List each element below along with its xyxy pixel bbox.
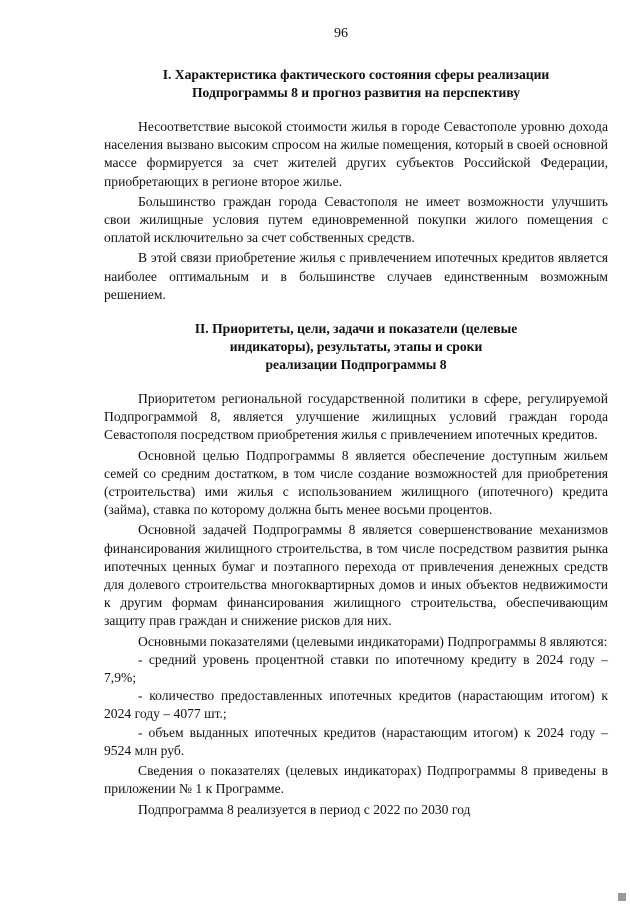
indicator-item: - количество предоставленных ипотечных кредитов (нарастающим итогом) к 2024 году – 4077 шт.; <box>104 688 608 722</box>
section1-paragraph: В этой связи приобретение жилья с привлечением ипотечных кредитов является наиболее оптимальным и в большинстве случаев единственным возможным решением. <box>104 250 608 302</box>
section2-paragraph: Основными показателями (целевыми индикаторами) Подпрограммы 8 являются: <box>138 633 608 649</box>
section2-paragraph: Приоритетом региональной государственной политики в сфере, регулируемой Подпрограммой 8, является улучшение жилищных условий граждан города Севастополя посредством приобретения жилья с привлечением ипотечных кредитов. <box>104 391 608 443</box>
section2-title-line1: II. Приоритеты, цели, задачи и показатели (целевые <box>194 321 518 337</box>
section1-paragraph: Большинство граждан города Севастополя не имеет возможности улучшить свои жилищные условия путем единовременной покупки жилого помещения с оплатой исключительно за счет собственных средств. <box>104 193 608 246</box>
section2-closing-paragraph: Подпрограмма 8 реализуется в период с 2022 по 2030 год <box>138 801 471 817</box>
section2-paragraph: Основной задачей Подпрограммы 8 является совершенствование механизмов финансирования жилищного строительства, в том числе посредством развития рынка ипотечных ценных бумаг и поэтапного перехода от привлечения денежных средств для долевого строительства многоквартирных домов и иных объектов недвижимости к другим формам финансирования жилищного строительства, обеспечивающим защиту прав граждан и снижение рисков для них. <box>104 522 608 629</box>
section1-paragraph: Несоответствие высокой стоимости жилья в городе Севастополе уровню дохода населения вызвано высоким спросом на жилые помещения, который в своей основной массе формируется за счет жителей других субъектов Российской Федерации, приобретающих в регионе второе жилье. <box>104 119 608 189</box>
page-number: 96 <box>334 26 348 41</box>
section1-title-line1: I. Характеристика фактического состояния сферы реализации <box>162 67 550 82</box>
section2-paragraph: Основной целью Подпрограммы 8 является обеспечение доступным жильем семей со средним достатком, в том числе создание возможностей для приобретения (строительства) ими жилья с использованием жилищного (ипотечного) кредита (займа), ставка по которому должна быть менее восьми процентов. <box>104 447 608 518</box>
section2-title-line3: реализации Подпрограммы 8 <box>265 357 447 373</box>
section1-title-line2: Подпрограммы 8 и прогноз развития на перспективу <box>191 85 520 100</box>
section2-title <box>104 320 608 374</box>
section2-title-line2: индикаторы), результаты, этапы и сроки <box>229 339 483 355</box>
section2-closing-paragraph: Сведения о показателях (целевых индикаторах) Подпрограммы 8 приведены в приложении № 1 к Программе. <box>104 763 608 797</box>
indicator-item: - средний уровень процентной ставки по ипотечному кредиту в 2024 году – 7,9%; <box>104 651 608 686</box>
section1-title <box>104 66 608 102</box>
scan-mark <box>618 893 626 901</box>
indicator-item: - объем выданных ипотечных кредитов (нарастающим итогом) к 2024 году – 9524 млн руб. <box>104 724 608 758</box>
